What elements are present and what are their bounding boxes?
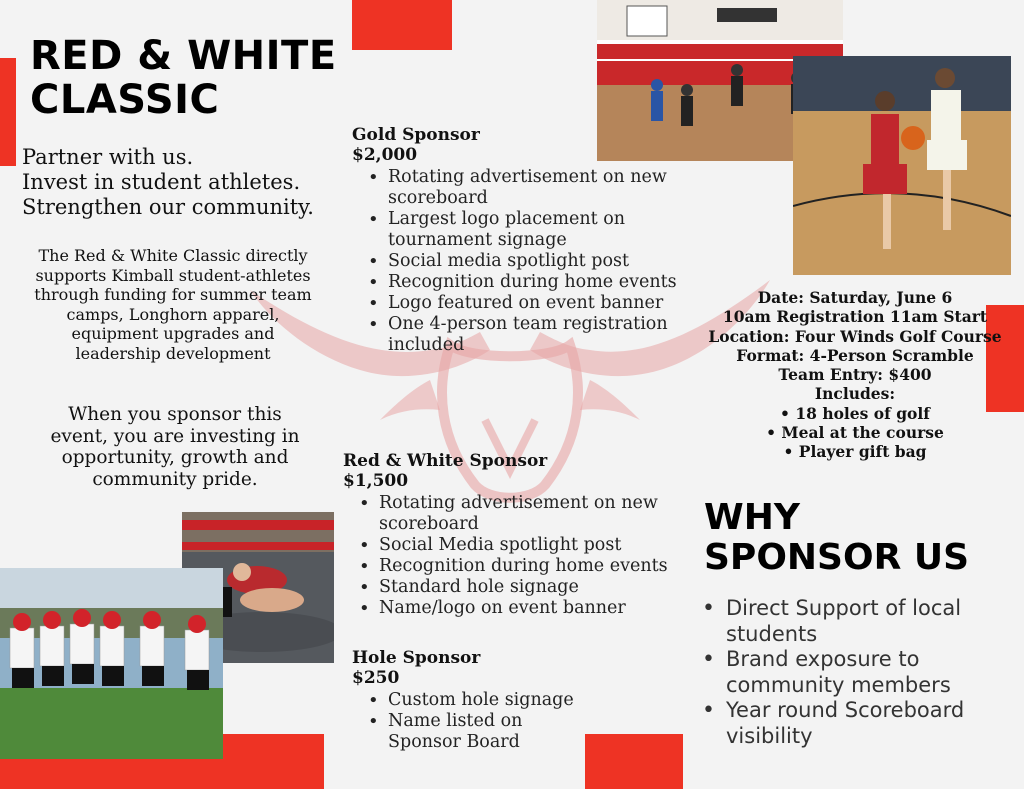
sponsor-title: Gold Sponsor [352, 125, 480, 145]
sponsor-benefit: • Largest logo placement on tournament signage [352, 209, 692, 251]
event-line: Includes: [814, 384, 896, 404]
sponsor-benefits-list [343, 493, 688, 619]
why-sponsor-item: • Brand exposure to community members [700, 647, 1000, 698]
sponsor-benefit: • Recognition during home events [343, 556, 688, 577]
intro-paragraph: The Red & White Classic directly supports Kimball student-athletes through funding for summer team camps, Longhorn apparel, equipment upgrades and leadership development [34, 246, 312, 363]
red-accent-block-left [0, 58, 16, 166]
sponsor-benefit: • Custom hole signage [352, 690, 592, 711]
sponsor-benefit: • Rotating advertisement on new scoreboard [352, 167, 692, 209]
event-line: Date: Saturday, June 6 [757, 288, 953, 307]
sponsor-benefit: • One 4-person team registration included [352, 314, 692, 356]
event-line: • 18 holes of golf [780, 403, 930, 423]
event-line: • Meal at the course [766, 423, 944, 443]
sponsor-benefits-list [352, 167, 692, 356]
football-photo [0, 568, 223, 759]
title-line-1: RED & WHITE [30, 33, 337, 79]
title-line-2: CLASSIC [30, 77, 220, 123]
event-line: Location: Four Winds Golf Course [708, 326, 1002, 346]
sponsor-benefit: • Social Media spotlight post [343, 535, 688, 556]
event-line: Team Entry: $400 [778, 365, 932, 385]
sponsor-benefit: • Rotating advertisement on new scoreboard [343, 493, 688, 535]
sponsor-benefit: • Standard hole signage [343, 577, 688, 598]
why-heading-line-2: SPONSOR US [704, 537, 969, 578]
sponsor-benefit: • Recognition during home events [352, 272, 692, 293]
event-line: 10am Registration 11am Start [722, 307, 988, 327]
tagline [22, 145, 314, 220]
red-accent-block-bottom-center [585, 734, 683, 789]
event-details [700, 288, 1010, 462]
sponsor-benefit: • Logo featured on event banner [352, 293, 692, 314]
why-sponsor-list [700, 596, 1000, 749]
sponsor-benefit: • Social media spotlight post [352, 251, 692, 272]
sponsor-price: $2,000 [352, 145, 418, 165]
tagline-line: Strengthen our community. [22, 195, 314, 219]
gold-sponsor-section [352, 125, 692, 356]
tagline-line: Partner with us. [22, 145, 194, 169]
sponsor-price: $250 [352, 668, 400, 688]
sponsor-price: $1,500 [343, 471, 409, 491]
hole-sponsor-section [352, 648, 592, 753]
closing-paragraph: When you sponsor this event, you are investing in opportunity, growth and community pride. [50, 404, 300, 490]
sponsor-title: Hole Sponsor [352, 648, 481, 668]
red-white-sponsor-section [343, 451, 688, 619]
event-line: Format: 4-Person Scramble [736, 345, 974, 365]
why-sponsor-item: • Year round Scoreboard visibility [700, 698, 1000, 749]
sponsor-benefit: • Name listed on Sponsor Board [352, 711, 552, 753]
sponsor-benefits-list [352, 690, 592, 753]
page-title [30, 34, 337, 122]
why-heading-line-1: WHY [704, 497, 800, 538]
event-line: • Player gift bag [783, 442, 927, 462]
why-sponsor-heading [704, 498, 969, 578]
tagline-line: Invest in student athletes. [22, 170, 301, 194]
red-accent-block-top [352, 0, 452, 50]
why-sponsor-item: • Direct Support of local students [700, 596, 1000, 647]
sponsor-title: Red & White Sponsor [343, 451, 548, 471]
sponsor-benefit: • Name/logo on event banner [343, 598, 688, 619]
basketball-photo [793, 56, 1011, 275]
